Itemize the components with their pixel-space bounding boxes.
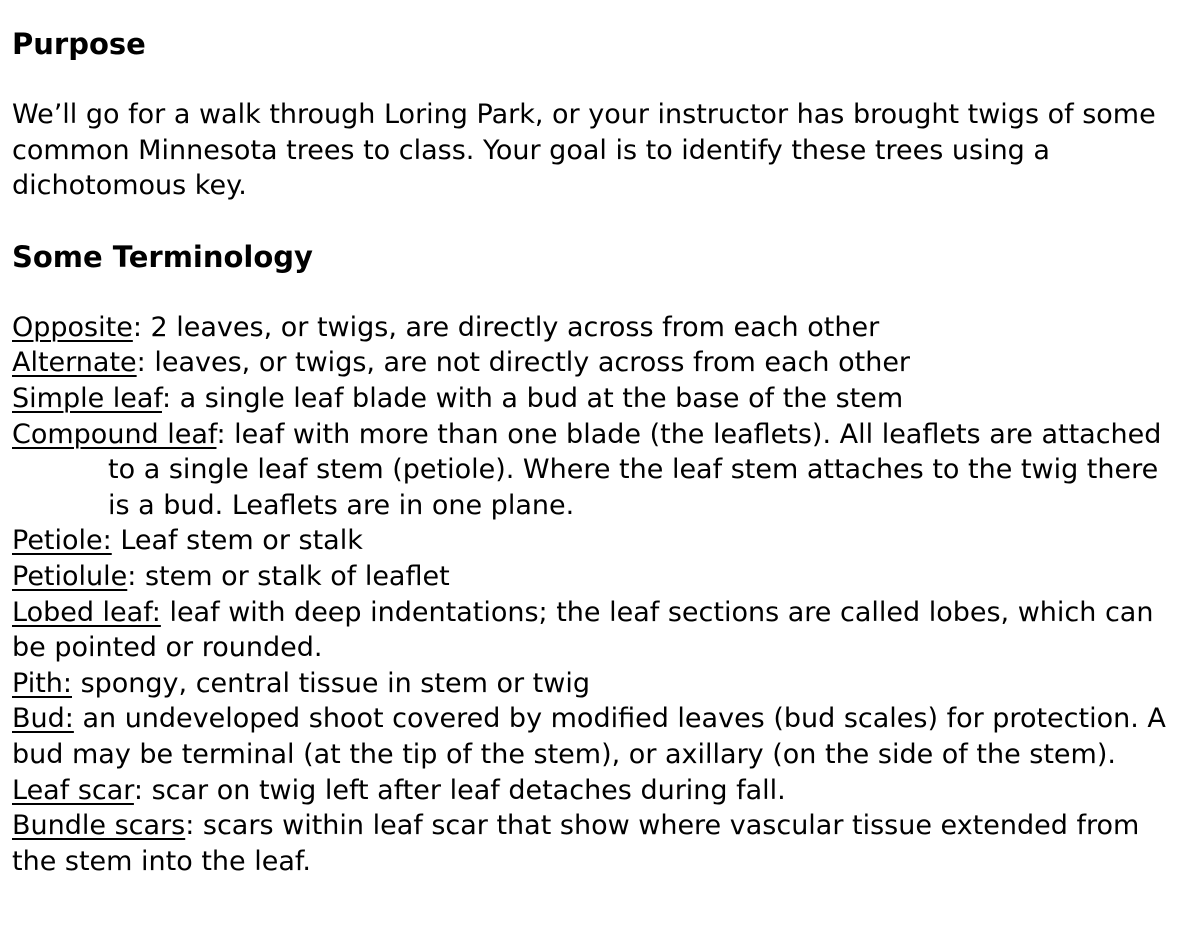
term-label: Petiolule	[12, 560, 128, 592]
spacer	[12, 62, 1172, 97]
term-label: Lobed leaf:	[12, 596, 161, 628]
term-definition: an undeveloped shoot covered by modified leaves (bud scales) for protection. A bud may be terminal (at the tip of the stem), or axillary (on the side of the stem).	[12, 703, 1166, 770]
term-petiolule	[12, 559, 1172, 595]
term-lobed-leaf	[12, 595, 1172, 666]
spacer	[12, 275, 1172, 310]
term-definition: : stem or stalk of leaflet	[127, 560, 450, 592]
term-alternate	[12, 345, 1172, 381]
term-simple-leaf	[12, 381, 1172, 417]
term-opposite	[12, 310, 1172, 346]
term-label: Petiole:	[12, 525, 112, 557]
term-label: Bud:	[12, 703, 74, 735]
term-petiole	[12, 523, 1172, 559]
document-page	[12, 26, 1172, 879]
term-leaf-scar	[12, 773, 1172, 809]
term-label: Alternate	[12, 347, 137, 379]
term-definition: : a single leaf blade with a bud at the base of the stem	[161, 382, 904, 414]
purpose-heading: Purpose	[12, 27, 146, 61]
term-definition: Leaf stem or stalk	[111, 525, 363, 557]
term-definition: : leaf with more than one blade (the leaflets). All leaflets are attached to a single leaf stem (petiole). Where the leaf stem attaches to the twig there is a bud. Leaflets are in one plane.	[108, 418, 1162, 521]
term-definition: : 2 leaves, or twigs, are directly across from each other	[132, 311, 880, 343]
spacer	[12, 204, 1172, 239]
purpose-paragraph: We’ll go for a walk through Loring Park, or your instructor has brought twigs of some common Minnesota trees to class. Your goal is to identify these trees using a dichotomous key.	[12, 99, 1156, 202]
term-bundle-scars	[12, 808, 1172, 879]
terminology-list	[12, 310, 1172, 880]
term-label: Leaf scar	[12, 774, 134, 806]
term-definition: spongy, central tissue in stem or twig	[72, 667, 590, 699]
term-definition: : scar on twig left after leaf detaches during fall.	[133, 774, 786, 806]
term-compound-leaf	[12, 417, 1172, 524]
term-label: Compound leaf	[12, 418, 217, 450]
term-label: Pith:	[12, 667, 72, 699]
term-definition: leaf with deep indentations; the leaf sections are called lobes, which can be pointed or rounded.	[12, 596, 1154, 664]
term-bud	[12, 701, 1172, 772]
term-definition: : scars within leaf scar that show where vascular tissue extended from the stem into the leaf.	[12, 810, 1140, 877]
term-label: Bundle scars	[12, 810, 186, 842]
term-label: Opposite	[12, 311, 133, 343]
term-definition: : leaves, or twigs, are not directly across from each other	[136, 347, 911, 379]
term-label: Simple leaf	[12, 382, 162, 414]
term-pith	[12, 666, 1172, 702]
terminology-heading: Some Terminology	[12, 239, 313, 274]
